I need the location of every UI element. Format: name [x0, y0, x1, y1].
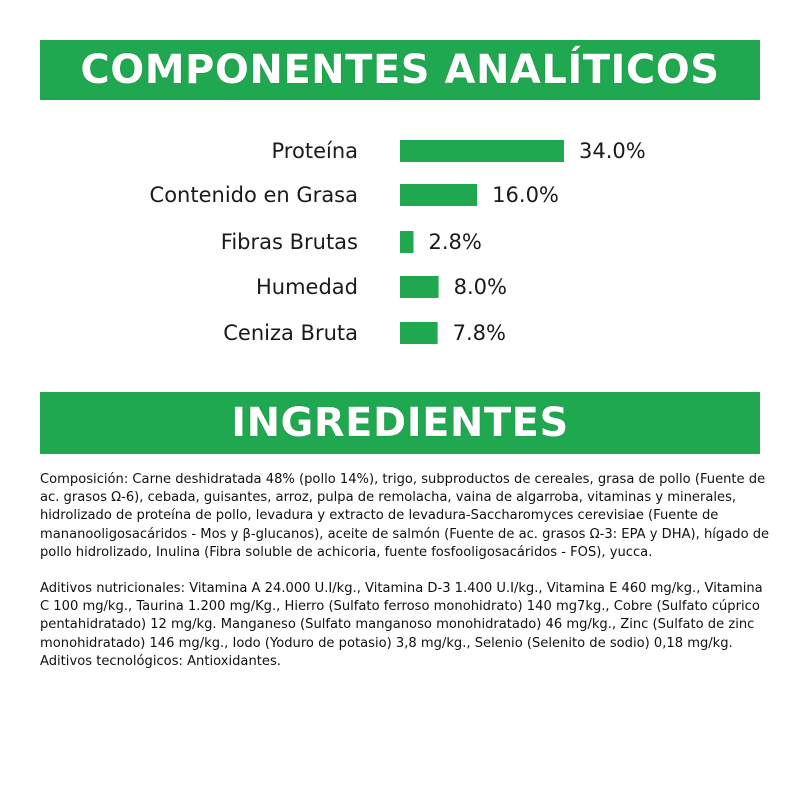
category-label: Proteína [271, 139, 358, 163]
analytical-components-chart [0, 120, 800, 360]
bar [400, 231, 414, 253]
bar [400, 184, 477, 206]
category-label: Fibras Brutas [220, 230, 358, 254]
ingredients-text [40, 471, 770, 671]
bar [400, 276, 439, 298]
analytical-components-title: COMPONENTES ANALÍTICOS [80, 47, 720, 93]
category-label: Contenido en Grasa [149, 183, 358, 207]
bar [400, 322, 438, 344]
ingredients-banner [40, 392, 760, 454]
value-label: 8.0% [453, 275, 507, 299]
value-label: 34.0% [579, 139, 646, 163]
ingredients-title: INGREDIENTES [231, 400, 569, 446]
value-label: 7.8% [452, 321, 506, 345]
composition-paragraph: Composición: Carne deshidratada 48% (pollo 14%), trigo, subproductos de cereales, grasa de pollo (Fuente de ac. grasos Ω-6), cebada, guisantes, arroz, pulpa de remolacha, vaina de algarroba, vitaminas y minerales, hidrolizado de proteína de pollo, levadura y extracto de levadura-Saccharomyces cerevisiae (Fuente de mananooligosacáridos - Mos y β-glucanos), aceite de salmón (Fuente de ac. grasos Ω-3: EPA y DHA), hígado de pollo hidrolizado, Inulina (Fibra soluble de achicoria, fuente fosfooligosacáridos - FOS), yucca. [40, 472, 770, 560]
value-label: 16.0% [492, 183, 559, 207]
bar [400, 140, 564, 162]
additives-paragraph: Aditivos nutricionales: Vitamina A 24.000 U.I/kg., Vitamina D-3 1.400 U.I/kg., Vitamina E 460 mg/kg., Vitamina C 100 mg/kg., Taurina 1.200 mg/Kg., Hierro (Sulfato ferroso monohidrato) 140 mg7kg., Cobre (Sulfato cúprico pentahidratado) 12 mg/kg. Manganeso (Sulfato manganoso monohidratado) 46 mg/kg., Zinc (Sulfato de zinc monohidratado) 146 mg/kg., Iodo (Yoduro de potasio) 3,8 mg/kg., Selenio (Selenito de sodio) 0,18 mg/kg. Aditivos tecnológicos: Antioxidantes. [40, 581, 763, 669]
category-label: Ceniza Bruta [223, 321, 358, 345]
category-label: Humedad [255, 275, 358, 299]
value-label: 2.8% [428, 230, 482, 254]
analytical-components-banner [40, 40, 760, 100]
